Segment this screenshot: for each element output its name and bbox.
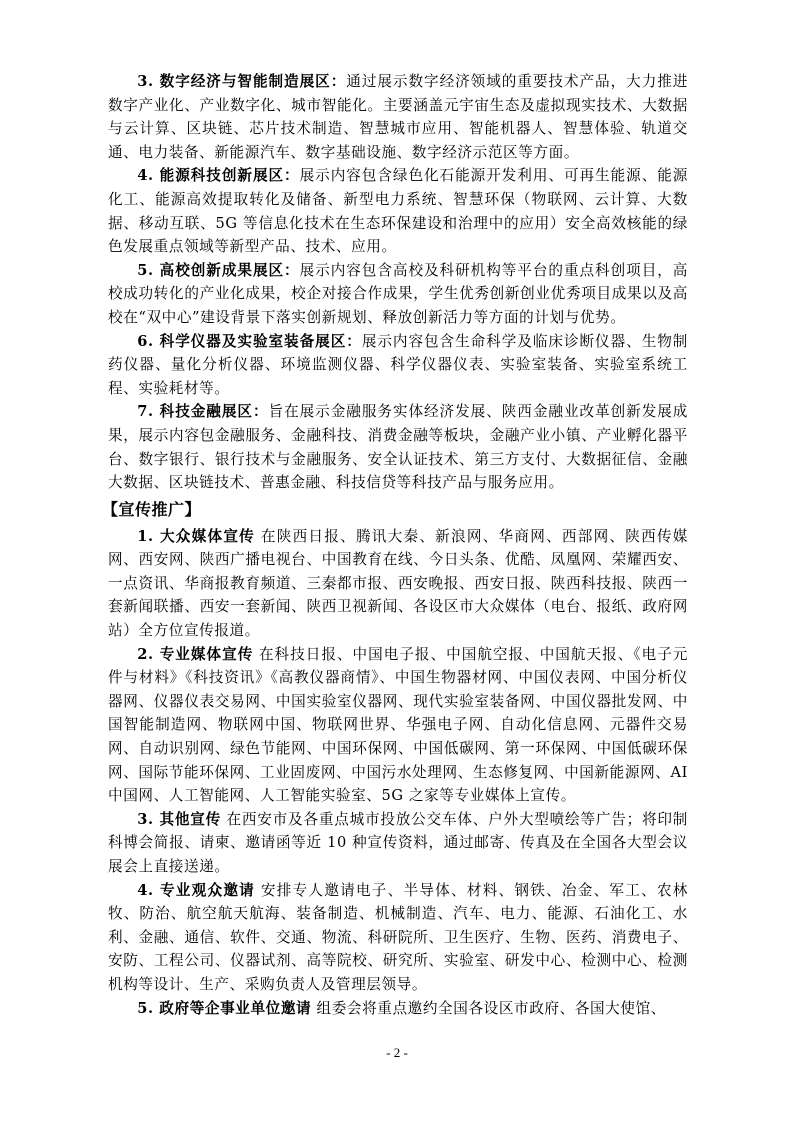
promotion-body: 在西安市及各重点城市投放公交车体、户外大型喷绘等广告；将印制科博会简报、请柬、邀请函等近 10 种宣传资料，通过邮寄、传真及在全国各大型会议展会上直接送递。 <box>108 810 688 875</box>
document-page <box>102 70 688 1020</box>
zone-title: 5. 高校创新成果展区： <box>137 261 300 279</box>
zone-body: 通过展示数字经济领域的重要技术产品，大力推进数字产业化、产业数字化、城市智能化。主要涵盖元宇宙生态及虚拟现实技术、大数据与云计算、区块链、芯片技术制造、智慧城市应用、智能机器人、智慧体验、轨道交通、电力装备、新能源汽车、数字基础设施、数字经济示范区等方面。 <box>108 73 688 161</box>
promotion-paragraph-4 <box>108 879 688 997</box>
zone-title: 4. 能源科技创新展区： <box>137 167 300 185</box>
promotion-body: 组委会将重点邀约全国各设区市政府、各国大使馆、 <box>316 999 666 1017</box>
zone-title: 6. 科学仪器及实验室装备展区： <box>137 332 362 350</box>
promotion-body: 安排专人邀请电子、半导体、材料、钢铁、冶金、军工、农林牧、防治、航空航天航海、装备制造、机械制造、汽车、电力、能源、石油化工、水利、金融、通信、软件、交通、物流、科研院所、卫生医疗、生物、医药、消费电子、安防、工程公司、仪器试剂、高等院校、研究所、实验室、研发中心、检测中心、检测机构等设计、生产、采购负责人及管理层领导。 <box>108 881 688 993</box>
page-number: - 2 - <box>386 1045 408 1060</box>
promotion-paragraph-3 <box>108 808 688 879</box>
promotion-title: 3. 其他宣传 <box>137 810 222 828</box>
promotion-title: 1. 大众媒体宣传 <box>137 527 256 545</box>
promotion-title: 4. 专业观众邀请 <box>137 881 256 899</box>
promotion-title: 5. 政府等企事业单位邀请 <box>137 999 312 1017</box>
promotion-body: 在陕西日报、腾讯大秦、新浪网、华商网、西部网、陕西传媒网、西安网、陕西广播电视台、中国教育在线、今日头条、优酷、凤凰网、荣耀西安、一点资讯、华商报教育频道、三秦都市报、西安晚报、西安日报、陕西科技报、陕西一套新闻联播、西安一套新闻、陕西卫视新闻、各设区市大众媒体（电台、报纸、政府网站）全方位宣传报道。 <box>108 527 688 640</box>
zone-paragraph-3 <box>108 70 688 164</box>
zone-title: 3. 数字经济与智能制造展区： <box>137 73 347 90</box>
promotion-title: 2. 专业媒体宣传 <box>137 645 254 663</box>
zone-paragraph-5 <box>108 259 688 330</box>
zone-paragraph-4 <box>108 164 688 258</box>
promotion-paragraph-5 <box>108 997 688 1021</box>
zone-body: 旨在展示金融服务实体经济发展、陕西金融业改革创新发展成果，展示内容包金融服务、金融科技、消费金融等板块，金融产业小镇、产业孵化器平台、数字银行、银行技术与金融服务、安全认证技术、第三方支付、大数据征信、金融大数据、区块链技术、普惠金融、科技信贷等科技产品与服务应用。 <box>108 403 688 492</box>
zone-body: 展示内容包含绿色化石能源开发利用、可再生能源、能源化工、能源高效提取转化及储备、新型电力系统、智慧环保（物联网、云计算、大数据、移动互联、5G 等信息化技术在生态环保建设和治理中的应用）安全高效核能的绿色发展重点领域等新型产品、技术、应用。 <box>108 167 688 256</box>
zone-body: 展示内容包含生命科学及临床诊断仪器、生物制药仪器、量化分析仪器、环境监测仪器、科学仪器仪表、实验室装备、实验室系统工程、实验耗材等。 <box>108 332 688 397</box>
promotion-body: 在科技日报、中国电子报、中国航空报、中国航天报、《电子元件与材料》《科技资讯》《高教仪器商情》、中国生物器材网、中国仪表网、中国分析仪器网、仪器仪表交易网、中国实验室仪器网、现代实验室装备网、中国仪器批发网、中国智能制造网、物联网中国、物联网世界、华强电子网、自动化信息网、元器件交易网、自动识别网、绿色节能网、中国环保网、中国低碳网、第一环保网、中国低碳环保网、国际节能环保网、工业固废网、中国污水处理网、生态修复网、中国新能源网、AI 中国网、人工智能网、人工智能实验室、5G 之家等专业媒体上宣传。 <box>108 645 688 805</box>
zone-body: 展示内容包含高校及科研机构等平台的重点科创项目，高校成功转化的产业化成果，校企对接合作成果，学生优秀创新创业优秀项目成果以及高校在“双中心”建设背景下落实创新规划、释放创新活力等方面的计划与优势。 <box>108 261 688 326</box>
zone-title: 7. 科技金融展区： <box>137 403 269 421</box>
section-heading-promotion: 【宣传推广】 <box>102 499 202 519</box>
zone-paragraph-7 <box>108 400 688 494</box>
zone-paragraph-6 <box>108 330 688 401</box>
promotion-paragraph-2 <box>108 643 688 808</box>
promotion-paragraph-1 <box>108 525 688 643</box>
